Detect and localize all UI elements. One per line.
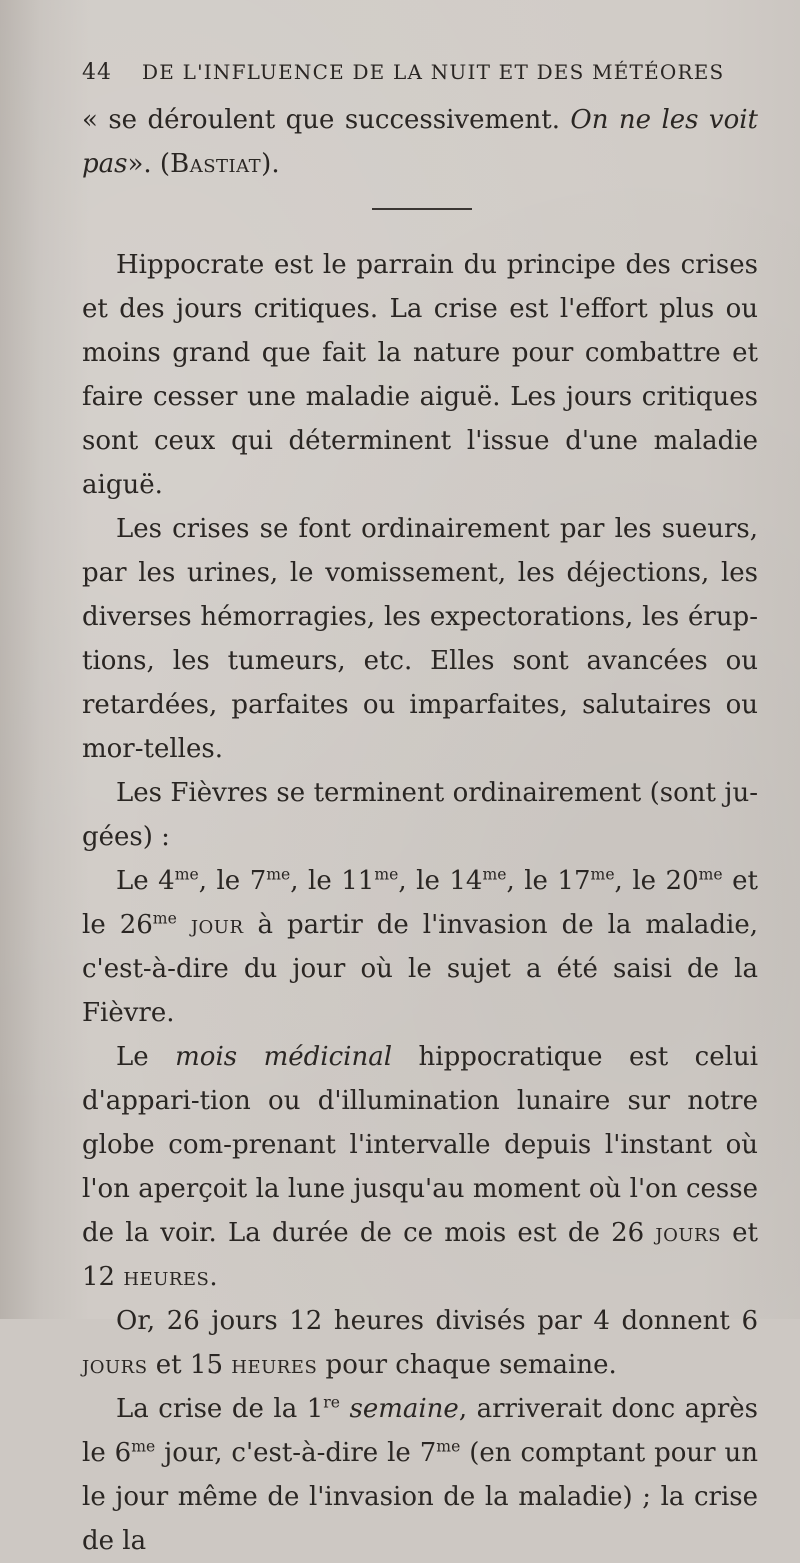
text-run: et le 26 xyxy=(82,866,758,940)
paragraph-division xyxy=(82,1299,758,1387)
text-run: hippocratique est celui d'appari-tion ou d'illumination lunaire sur notre globe com-prenant l'intervalle depuis l'instant où l'on aperçoit la lune jusqu'au moment où l'on cesse de la voir. La durée de ce mois est de 26 xyxy=(82,1042,759,1248)
quote-text: « se déroulent que successivement. xyxy=(82,105,560,135)
quote-end: ). xyxy=(261,149,280,179)
text-run: , le 7 xyxy=(198,866,267,896)
quote-paragraph xyxy=(82,98,758,186)
italic-phrase: mois médicinal xyxy=(175,1042,393,1072)
running-title: DE L'INFLUENCE DE LA NUIT ET DES MÉTÉORES xyxy=(142,60,725,84)
text-run: et 12 xyxy=(82,1218,758,1292)
quote-author: Bastiat xyxy=(170,149,262,179)
text-run: La crise de la 1 xyxy=(116,1394,324,1424)
superscript: me xyxy=(590,865,615,884)
text-run: , le 17 xyxy=(506,866,591,896)
small-caps-word: jours xyxy=(655,1218,721,1248)
paragraph-sueurs: Les crises se font ordinairement par les sueurs, par les urines, le vomissement, les déjections, les diverses hémorragies, les expectorations, les érup-tions, les tumeurs, etc. Elles sont avancées ou retardées, parfaites ou imparfaites, salutaires ou mor-telles. xyxy=(82,514,758,764)
superscript: me xyxy=(436,1437,461,1456)
small-caps-word: jour xyxy=(190,910,244,940)
page-number: 44 xyxy=(82,60,112,85)
text-run: , le 14 xyxy=(398,866,483,896)
superscript: me xyxy=(698,865,723,884)
text-run: pour chaque semaine. xyxy=(317,1350,617,1380)
text-run: . xyxy=(209,1262,218,1292)
quote-close: ». ( xyxy=(127,149,171,179)
superscript: re xyxy=(323,1393,340,1412)
superscript: me xyxy=(482,865,507,884)
paragraph-crises: Hippocrate est le parrain du principe des crises et des jours critiques. La crise est l'effort plus ou moins grand que fait la nature pour combattre et faire cesser une maladie aiguë. Les jours critiques sont ceux qui déterminent l'issue d'une maladie aiguë. xyxy=(82,250,758,500)
text-run: , le 20 xyxy=(614,866,699,896)
superscript: me xyxy=(374,865,399,884)
text-run: , le 11 xyxy=(290,866,375,896)
body-text xyxy=(82,243,758,1563)
paragraph-mois xyxy=(82,1035,758,1299)
quote-italic: On ne les voit xyxy=(570,105,759,135)
text-run: , arriverait donc après le 6 xyxy=(82,1394,758,1468)
small-caps-word: heures xyxy=(231,1350,318,1380)
text-run: (en comptant pour un le jour même de l'invasion de la maladie) ; la crise de la xyxy=(82,1438,758,1556)
small-caps-word: heures xyxy=(123,1262,210,1292)
quote-block xyxy=(82,98,758,186)
paragraph-fievres: Les Fièvres se terminent ordinairement (sont ju-gées) : xyxy=(82,778,758,852)
text-run: Le 4 xyxy=(116,866,175,896)
superscript: me xyxy=(131,1437,156,1456)
superscript: me xyxy=(174,865,199,884)
section-divider xyxy=(372,208,472,210)
quote-italic-2: pas xyxy=(82,149,128,179)
text-run: Or, 26 jours 12 heures divisés par 4 donnent 6 xyxy=(116,1306,758,1336)
text-run xyxy=(177,910,191,940)
running-head xyxy=(82,60,725,85)
text-run: à partir de l'invasion de la maladie, c'est-à-dire du jour où le sujet a été saisi de la Fièvre. xyxy=(82,910,758,1028)
italic-phrase: semaine xyxy=(339,1394,459,1424)
text-run: jour, c'est-à-dire le 7 xyxy=(155,1438,437,1468)
text-run: et 15 xyxy=(147,1350,232,1380)
text-run: Le xyxy=(116,1042,176,1072)
superscript: me xyxy=(152,909,177,928)
small-caps-word: jours xyxy=(82,1350,148,1380)
superscript: me xyxy=(266,865,291,884)
paragraph-semaine xyxy=(82,1387,758,1563)
paragraph-jours xyxy=(82,859,758,1035)
